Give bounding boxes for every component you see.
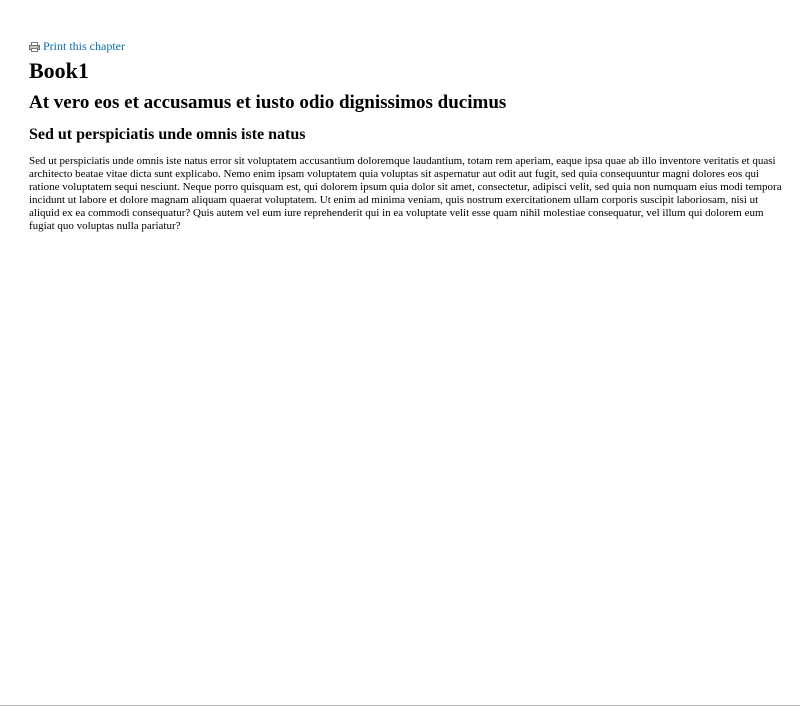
printer-icon[interactable] [29, 41, 40, 51]
bottom-divider [0, 705, 800, 706]
book-title: Book1 [29, 58, 89, 83]
section-title: Sed ut perspiciatis unde omnis iste natus [29, 126, 306, 143]
chapter-title: At vero eos et accusamus et iusto odio dignissimos ducimus [29, 92, 507, 113]
section-body: Sed ut perspiciatis unde omnis iste natus error sit voluptatem accusantium doloremque laudantium, totam rem aperiam, eaque ipsa quae ab illo inventore veritatis et quasi architecto beatae vitae dicta sunt explicabo. Nemo enim ipsam voluptatem quia voluptas sit aspernatur aut odit aut fugit, sed quia consequuntur magni dolores eos qui ratione voluptatem sequi nesciunt. Neque porro quisquam est, qui dolorem ipsum quia dolor sit amet, consectetur, adipisci velit, sed quia non numquam eius modi tempora incidunt ut labore et dolore magnam aliquam quaerat voluptatem. Ut enim ad minima veniam, quis nostrum exercitationem ullam corporis suscipit laboriosam, nisi ut aliquid ex ea commodi consequatur? Quis autem vel eum iure reprehenderit qui in ea voluptate velit esse quam nihil molestiae consequatur, vel illum qui dolorem eum fugiat quo voluptas nulla pariatur? [29, 155, 782, 232]
print-chapter-link[interactable]: Print this chapter [43, 39, 125, 53]
print-chapter-row[interactable] [29, 39, 125, 53]
